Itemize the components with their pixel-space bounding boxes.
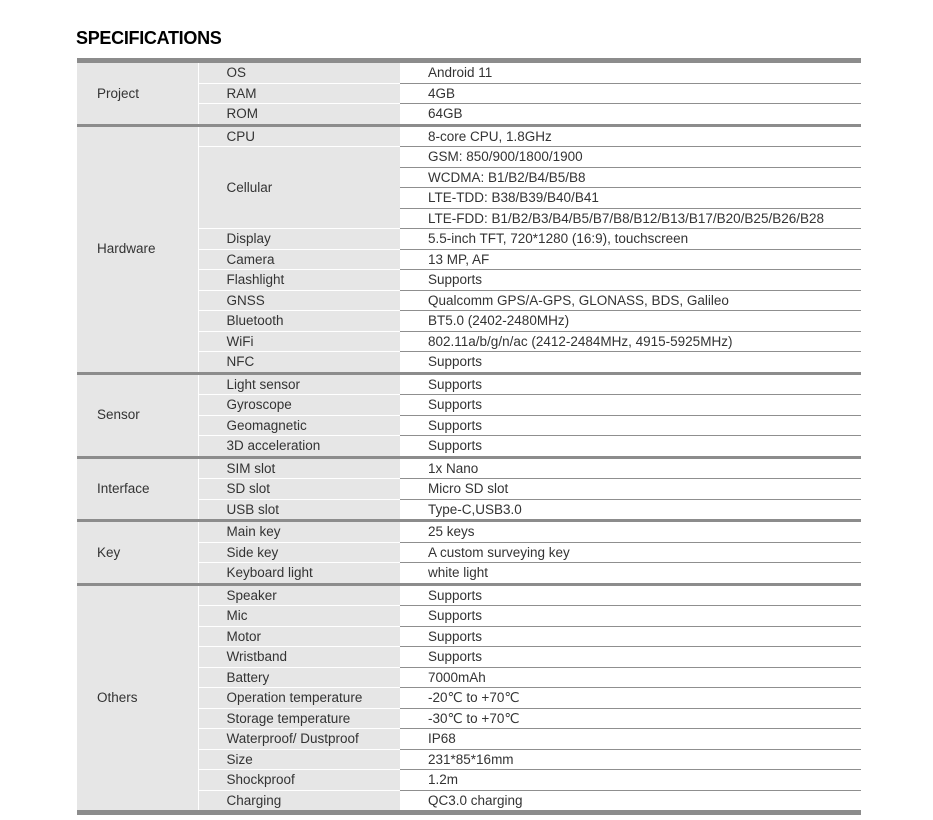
spec-value-cell: 64GB [400,104,861,126]
spec-value-cell: Supports [400,626,861,647]
spec-value-cell: A custom surveying key [400,542,861,563]
spec-name-cell: Speaker [198,584,400,606]
spec-value-cell: Supports [400,606,861,627]
spec-name-cell: CPU [198,125,400,147]
spec-name-cell: Size [198,749,400,770]
spec-name-cell: Camera [198,249,400,270]
spec-value-cell: 25 keys [400,521,861,543]
category-cell: Sensor [77,373,198,457]
spec-value-cell: 4GB [400,83,861,104]
spec-name-cell: Light sensor [198,373,400,395]
spec-value-cell: Android 11 [400,61,861,84]
spec-value-cell: Supports [400,395,861,416]
spec-name-cell: Waterproof/ Dustproof [198,729,400,750]
spec-value-cell: 1.2m [400,770,861,791]
category-cell: Key [77,521,198,585]
spec-value-cell: Supports [400,436,861,458]
spec-value-cell: LTE-TDD: B38/B39/B40/B41 [400,188,861,209]
table-row [77,125,861,147]
table-row [77,61,861,84]
spec-value-cell: 7000mAh [400,667,861,688]
spec-name-cell: Charging [198,790,400,813]
spec-value-cell: 231*85*16mm [400,749,861,770]
table-row [77,457,861,479]
spec-value-cell: BT5.0 (2402-2480MHz) [400,311,861,332]
spec-name-cell: Geomagnetic [198,415,400,436]
spec-name-cell: Mic [198,606,400,627]
spec-name-cell: Battery [198,667,400,688]
spec-value-cell: Supports [400,647,861,668]
table-row [77,373,861,395]
spec-name-cell: OS [198,61,400,84]
spec-name-cell: NFC [198,352,400,374]
category-cell: Hardware [77,125,198,373]
spec-name-cell: Keyboard light [198,563,400,585]
spec-value-cell: -20℃ to +70℃ [400,688,861,709]
spec-name-cell: Motor [198,626,400,647]
spec-name-cell: WiFi [198,331,400,352]
spec-name-cell: SIM slot [198,457,400,479]
spec-value-cell: 1x Nano [400,457,861,479]
spec-name-cell: 3D acceleration [198,436,400,458]
category-cell: Project [77,61,198,126]
spec-value-cell: Supports [400,373,861,395]
spec-value-cell: IP68 [400,729,861,750]
spec-value-cell: Supports [400,415,861,436]
spec-name-cell: Flashlight [198,270,400,291]
spec-name-cell: Storage temperature [198,708,400,729]
spec-name-cell: ROM [198,104,400,126]
specifications-table-body [77,61,861,813]
spec-value-cell: 8-core CPU, 1.8GHz [400,125,861,147]
spec-value-cell: Supports [400,270,861,291]
spec-value-cell: QC3.0 charging [400,790,861,813]
spec-value-cell: 13 MP, AF [400,249,861,270]
spec-value-cell: Micro SD slot [400,479,861,500]
spec-value-cell: -30℃ to +70℃ [400,708,861,729]
spec-value-cell: WCDMA: B1/B2/B4/B5/B8 [400,167,861,188]
category-cell: Interface [77,457,198,521]
spec-value-cell: Qualcomm GPS/A-GPS, GLONASS, BDS, Galileo [400,290,861,311]
spec-value-cell: 5.5-inch TFT, 720*1280 (16:9), touchscreen [400,229,861,250]
spec-name-cell: Shockproof [198,770,400,791]
spec-value-cell: Type-C,USB3.0 [400,499,861,521]
spec-name-cell: Gyroscope [198,395,400,416]
spec-name-cell: USB slot [198,499,400,521]
spec-value-cell: Supports [400,584,861,606]
spec-value-cell: LTE-FDD: B1/B2/B3/B4/B5/B7/B8/B12/B13/B17/B20/B25/B26/B28 [400,208,861,229]
spec-name-cell: Bluetooth [198,311,400,332]
spec-value-cell: GSM: 850/900/1800/1900 [400,147,861,168]
spec-name-cell: Cellular [198,147,400,229]
spec-name-cell: Operation temperature [198,688,400,709]
table-row [77,584,861,606]
spec-value-cell: 802.11a/b/g/n/ac (2412-2484MHz, 4915-5925MHz) [400,331,861,352]
spec-name-cell: RAM [198,83,400,104]
spec-name-cell: Wristband [198,647,400,668]
spec-name-cell: Side key [198,542,400,563]
spec-value-cell: Supports [400,352,861,374]
spec-name-cell: SD slot [198,479,400,500]
spec-name-cell: Display [198,229,400,250]
spec-name-cell: Main key [198,521,400,543]
table-row [77,521,861,543]
category-cell: Others [77,584,198,813]
page-title: SPECIFICATIONS [76,28,222,48]
specifications-table [77,58,861,815]
spec-value-cell: white light [400,563,861,585]
spec-name-cell: GNSS [198,290,400,311]
